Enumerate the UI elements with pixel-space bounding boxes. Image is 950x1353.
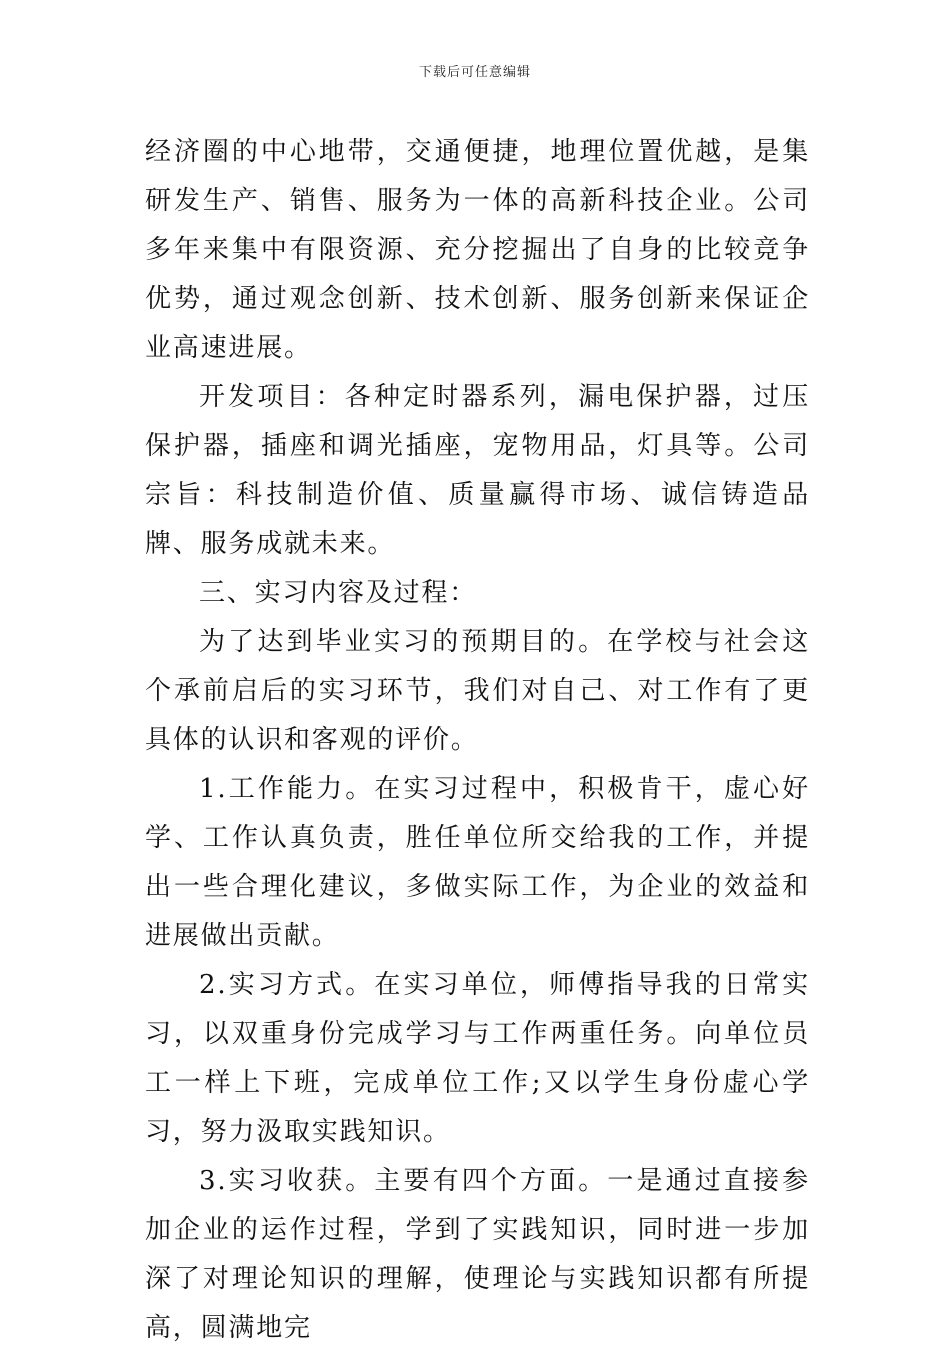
section-heading-internship-content: 三、实习内容及过程： <box>199 578 478 608</box>
paragraph-internship-method: 2.实习方式。在实习单位，师傅指导我的日常实习，以双重身份完成学习与工作两重任务。向单位员工一样上下班，完成单位工作;又以学生身份虚心学习，努力汲取实践知识。 <box>145 970 810 1147</box>
paragraph-company-location: 经济圈的中心地带，交通便捷，地理位置优越，是集研发生产、销售、服务为一体的高新科技企业。公司多年来集中有限资源、充分挖掘出了自身的比较竞争优势，通过观念创新、技术创新、服务创新来保证企业高速进展。 <box>145 137 810 363</box>
paragraph-internship-gains: 3.实习收获。主要有四个方面。一是通过直接参加企业的运作过程，学到了实践知识，同时进一步加深了对理论知识的理解，使理论与实践知识都有所提高，圆满地完 <box>145 1166 810 1343</box>
paragraph-development-projects: 开发项目：各种定时器系列，漏电保护器，过压保护器，插座和调光插座，宠物用品，灯具等。公司宗旨：科技制造价值、质量赢得市场、诚信铸造品牌、服务成就未来。 <box>145 382 810 559</box>
page-header-note: 下载后可任意编辑 <box>418 65 531 80</box>
paragraph-work-ability: 1.工作能力。在实习过程中，积极肯干，虚心好学、工作认真负责，胜任单位所交给我的工作，并提出一些合理化建议，多做实际工作，为企业的效益和进展做出贡献。 <box>145 774 810 951</box>
document-body <box>145 128 810 1353</box>
paragraph-internship-purpose: 为了达到毕业实习的预期目的。在学校与社会这个承前启后的实习环节，我们对自己、对工作有了更具体的认识和客观的评价。 <box>145 627 810 755</box>
